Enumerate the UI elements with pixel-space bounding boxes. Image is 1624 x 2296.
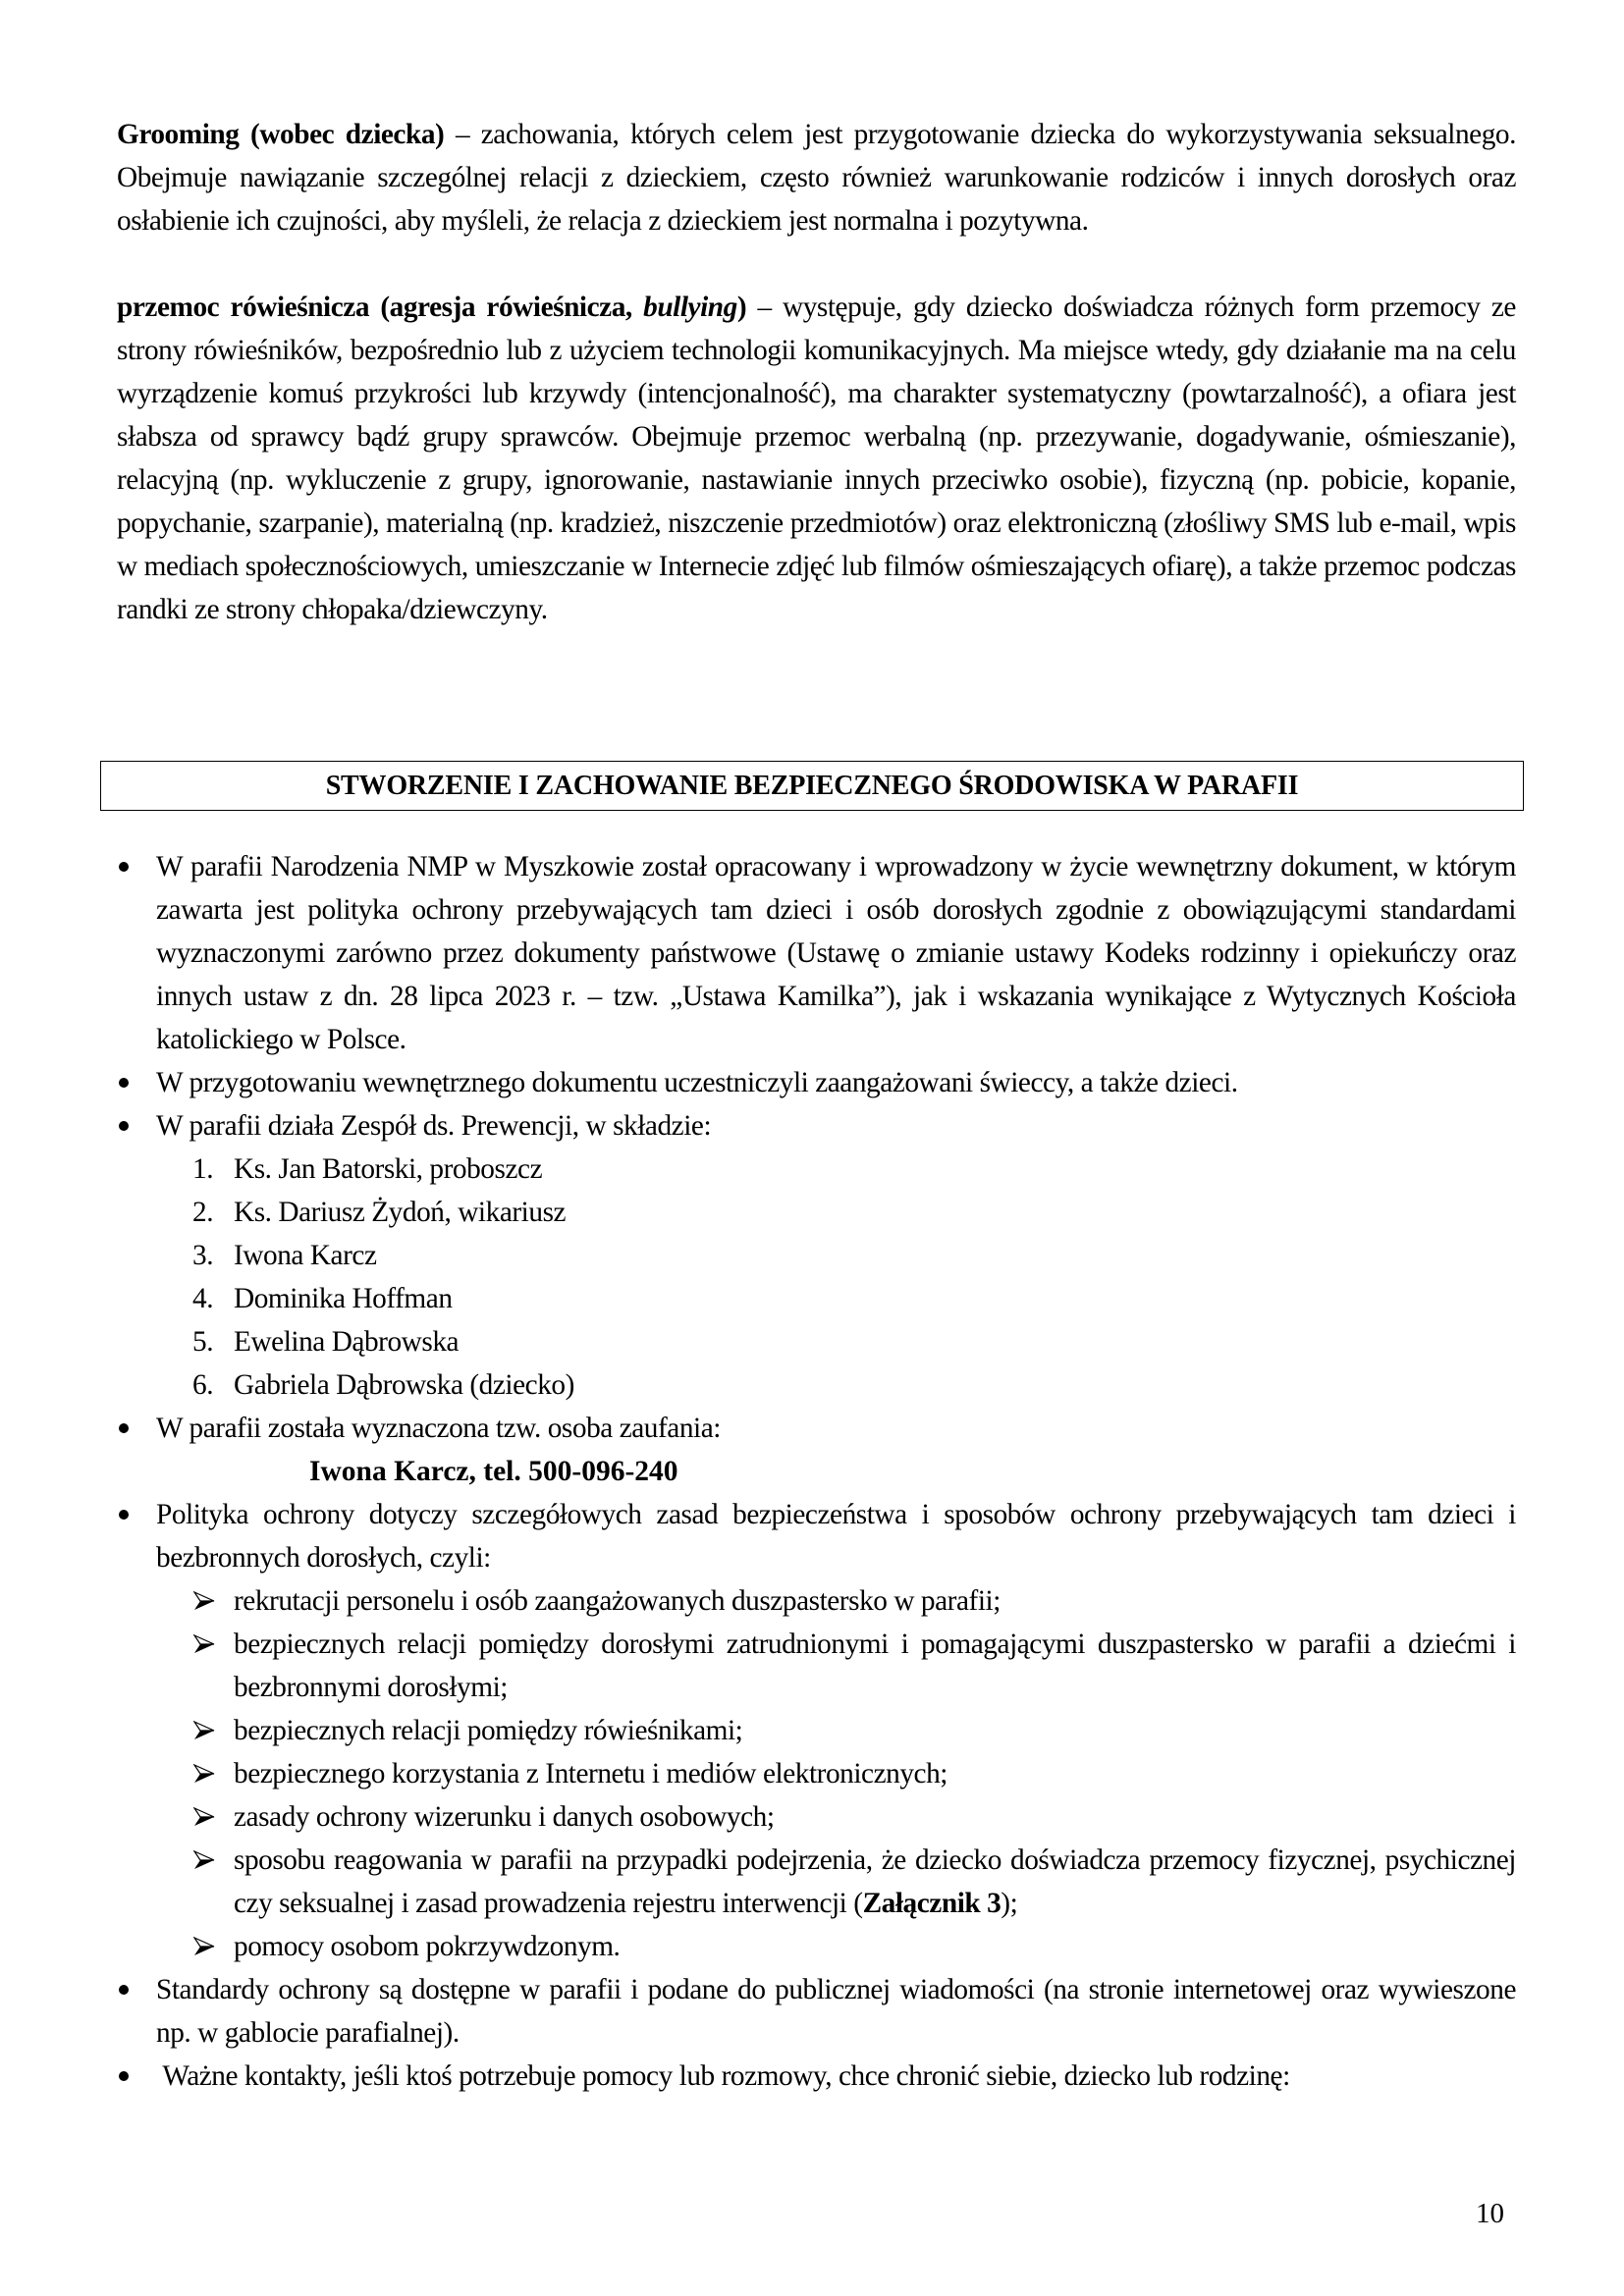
team-member [192,1320,459,1363]
team-member-number: 3. [192,1240,214,1271]
team-member-name: Ks. Dariusz Żydoń, wikariusz [234,1197,567,1228]
policy-item-text: bezpiecznego korzystania z Internetu i mediów elektronicznych; [234,1758,947,1789]
bullet-icon [119,2071,129,2081]
trust-person-contact: Iwona Karcz, tel. 500-096-240 [309,1456,678,1487]
list-item-text: Standardy ochrony są dostępne w parafii i podane do publicznej wiadomości (na stronie internetowej oraz wywieszone np. w gablocie parafialnej). [156,1974,1516,2049]
policy-item-text: zasady ochrony wizerunku i danych osobowych; [234,1801,775,1833]
arrowhead-bullet-icon [193,1590,215,1612]
arrowhead-bullet-icon [193,1763,215,1785]
arrowhead-bullet-icon [193,1806,215,1828]
arrowhead-bullet-icon [193,1633,215,1655]
team-member-number: 2. [192,1197,214,1228]
definition-term-italic: bullying [643,292,737,323]
definition-text: – zachowania, których celem jest przygotowanie dziecka do wykorzystywania seksualnego. Obejmuje nawiązanie szczególnej relacji z dzieckiem, często również warunkowanie rodziców i innych dorosłych oraz osłabienie ich czujności, aby myśleli, że relacja z dzieckiem jest normalna i pozytywna. [117,119,1516,237]
team-member-number: 5. [192,1326,214,1358]
team-member [192,1148,542,1191]
policy-item-text: bezpiecznych relacji pomiędzy dorosłymi zatrudnionymi i pomagającymi duszpastersko w parafii a dziećmi i bezbronnymi dorosłymi; [234,1629,1516,1703]
definition-text: – występuje, gdy dziecko doświadcza różnych form przemocy ze strony rówieśników, bezpośrednio lub z użyciem technologii komunikacyjnych. Ma miejsce wtedy, gdy działanie ma na celu wyrządzenie komuś przykrości lub krzywdy (intencjonalność), ma charakter systematyczny (powtarzalność), a ofiara jest słabsza od sprawcy bądź grupy sprawców. Obejmuje przemoc werbalną (np. przezywanie, dogadywanie, ośmieszanie), relacyjną (np. wykluczenie z grupy, ignorowanie, nastawianie innych przeciwko osobie), fizyczną (np. pobicie, kopanie, popychanie, szarpanie), materialną (np. kradzież, niszczenie przedmiotów) oraz elektroniczną (złośliwy SMS lub e-mail, wpis w mediach społecznościowych, umieszczanie w Internecie zdjęć lub filmów ośmieszających ofiarę), a także przemoc podczas randki ze strony chłopaka/dziewczyny. [117,292,1516,625]
definition-term: Grooming (wobec dziecka) [117,119,445,150]
policy-item-text-part: ); [1001,1888,1018,1919]
definition-term-part: przemoc rówieśnicza (agresja rówieśnicza, [117,292,644,323]
policy-item-text: bezpiecznych relacji pomiędzy rówieśnikami; [234,1715,743,1746]
team-member-name: Ks. Jan Batorski, proboszcz [234,1153,543,1185]
arrowhead-bullet-icon [193,1849,215,1871]
bullet-icon [119,1423,129,1433]
team-member [192,1191,566,1234]
section-heading: STWORZENIE I ZACHOWANIE BEZPIECZNEGO ŚRODOWISKA W PARAFII [100,761,1524,811]
team-member-name: Gabriela Dąbrowska (dziecko) [234,1369,574,1401]
team-member [192,1277,453,1320]
arrowhead-bullet-icon [193,1936,215,1957]
bullet-icon [119,1121,129,1131]
list-item-text: Polityka ochrony dotyczy szczegółowych zasad bezpieczeństwa i sposobów ochrony przebywających tam dzieci i bezbronnych dorosłych, czyli: [156,1499,1516,1574]
team-member-number: 4. [192,1283,214,1314]
bullet-icon [119,862,129,872]
team-member-number: 1. [192,1153,214,1185]
policy-item-text: rekrutacji personelu i osób zaangażowanych duszpastersko w parafii; [234,1585,1001,1617]
arrowhead-bullet-icon [193,1720,215,1741]
page-number: 10 [1476,2198,1504,2229]
definition-peer-violence [117,286,1516,631]
team-member [192,1234,377,1277]
definition-term-part: ) [736,292,747,323]
definition-term [117,292,746,323]
team-member [192,1363,574,1407]
team-member-number: 6. [192,1369,214,1401]
policy-item-text: pomocy osobom pokrzywdzonym. [234,1931,621,1962]
attachment-reference: Załącznik 3 [862,1888,1001,1919]
policy-item-text-part: sposobu reagowania w parafii na przypadki podejrzenia, że dziecko doświadcza przemocy fizycznej, psychicznej czy seksualnej i zasad prowadzenia rejestru interwencji ( [234,1844,1516,1919]
bullet-icon [119,1985,129,1995]
policy-item-text [234,1839,1516,1925]
bullet-icon [119,1078,129,1088]
list-item-text: W parafii Narodzenia NMP w Myszkowie został opracowany i wprowadzony w życie wewnętrzny dokument, w którym zawarta jest polityka ochrony przebywających tam dzieci i osób dorosłych zgodnie z obowiązującymi standardami wyznaczonymi zarówno przez dokumenty państwowe (Ustawę o zmianie ustawy Kodeks rodzinny i opiekuńczy oraz innych ustaw z dn. 28 lipca 2023 r. – tzw. „Ustawa Kamilka”), jak i wskazania wynikające z Wytycznych Kościoła katolickiego w Polsce. [156,851,1516,1055]
list-item-text: W parafii została wyznaczona tzw. osoba zaufania: [156,1413,721,1444]
team-member-name: Iwona Karcz [234,1240,377,1271]
list-item-text: W przygotowaniu wewnętrznego dokumentu uczestniczyli zaangażowani świeccy, a także dzieci. [156,1067,1238,1098]
list-item-text: Ważne kontakty, jeśli ktoś potrzebuje pomocy lub rozmowy, chce chronić siebie, dziecko lub rodzinę: [156,2060,1290,2092]
bullet-icon [119,1510,129,1520]
definition-grooming [117,113,1516,242]
team-member-name: Ewelina Dąbrowska [234,1326,460,1358]
list-item-text: W parafii działa Zespół ds. Prewencji, w składzie: [156,1110,712,1142]
team-member-name: Dominika Hoffman [234,1283,453,1314]
